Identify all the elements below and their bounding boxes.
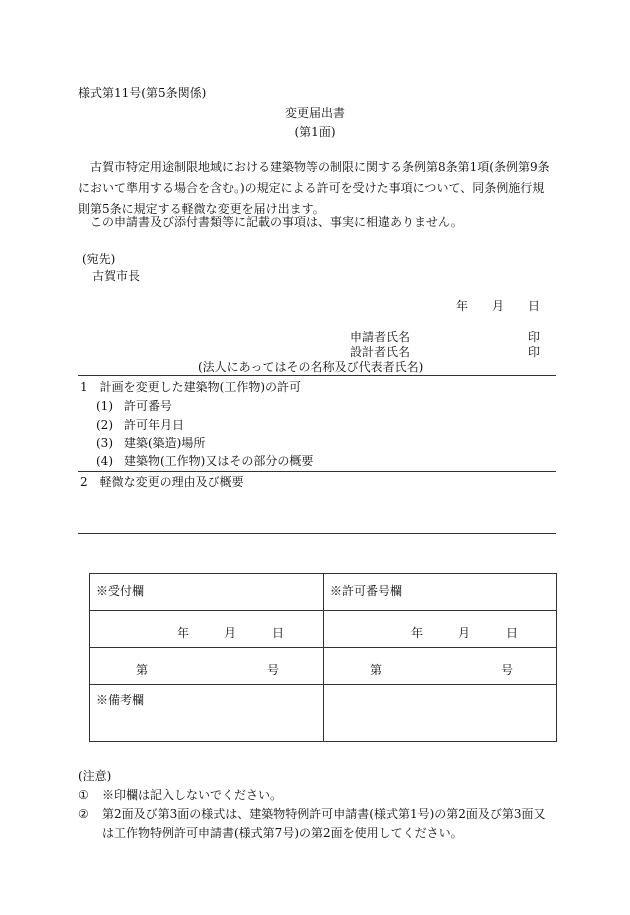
designer-name-label: 設計者氏名 (350, 345, 411, 359)
remarks-label: ※備考欄 (96, 693, 145, 707)
remarks-blank-cell (324, 685, 557, 742)
section2-title: 2 軽微な変更の理由及び概要 (80, 475, 244, 489)
permit-day: 日 (506, 626, 519, 640)
section1-item-permit-number: 許可番号 (124, 399, 173, 413)
designer-seal: 印 (528, 345, 541, 359)
form-number: 様式第11号(第5条関係) (78, 86, 207, 100)
section1-item-location: 建築(築造)場所 (124, 436, 206, 450)
receipt-date-cell (90, 611, 324, 648)
date-year: 年 (456, 299, 469, 313)
truthfulness-statement: この申請書及び添付書類等に記載の事項は、事実に相違ありません。 (90, 215, 463, 229)
note-text: ※印欄は記入しないでください。 (102, 788, 283, 802)
notes (78, 767, 556, 843)
permit-go: 号 (501, 663, 514, 677)
note-mark: ① (78, 788, 89, 802)
permit-dai: 第 (370, 663, 383, 677)
permit-year: 年 (411, 626, 424, 640)
note-mark: ② (78, 807, 89, 821)
receipt-dai: 第 (136, 663, 149, 677)
addressee: 古賀市長 (92, 269, 141, 283)
permit-month: 月 (458, 626, 471, 640)
section1-title: 1 計画を変更した建築物(工作物)の許可 (80, 380, 301, 394)
section1-item-no: (3) (96, 436, 113, 450)
permit-number-cell (324, 648, 557, 685)
date-month: 月 (492, 299, 505, 313)
receipt-month: 月 (224, 626, 237, 640)
receipt-year: 年 (177, 626, 190, 640)
section1-item-no: (1) (96, 399, 113, 413)
divider-bottom (78, 533, 556, 534)
section1-item-no: (4) (96, 454, 113, 468)
declaration-text: 古賀市特定用途制限地域における建築物等の制限に関する条例第8条第1項(条例第9条において準用する場合を含む。)の規定による許可を受けた事項について、同条例施行規則第5条に規定する軽微な変更を届け出ます。 (78, 160, 550, 216)
form-title: 変更届出書 (284, 106, 345, 120)
notes-heading: (注意) (78, 769, 112, 783)
section1-item-permit-date: 許可年月日 (124, 418, 185, 432)
divider-middle (78, 471, 556, 472)
remarks-cell (90, 685, 324, 742)
divider-top (78, 375, 556, 376)
note-item (78, 805, 556, 843)
date-day: 日 (528, 299, 541, 313)
reception-table (89, 573, 557, 742)
receipt-day: 日 (272, 626, 285, 640)
permit-number-header-cell (324, 574, 557, 611)
applicant-name-label: 申請者氏名 (350, 330, 411, 344)
permit-date-cell (324, 611, 557, 648)
receipt-number-cell (90, 648, 324, 685)
addressee-label: (宛先) (82, 252, 116, 266)
section1-item-building-overview: 建築物(工作物)又はその部分の概要 (124, 454, 314, 468)
note-text: 第2面及び第3面の様式は、建築物特例許可申請書(様式第1号)の第2面及び第3面又は工作物特例許可申請書(様式第7号)の第2面を使用してください。 (102, 807, 546, 840)
note-item (78, 786, 556, 805)
permit-number-label: ※許可番号欄 (330, 584, 403, 598)
form-page-number: (第1面) (294, 125, 336, 139)
receipt-header-cell (90, 574, 324, 611)
receipt-label: ※受付欄 (96, 584, 145, 598)
corporation-note: (法人にあってはその名称及び代表者氏名) (198, 360, 424, 374)
section1-item-no: (2) (96, 418, 113, 432)
receipt-go: 号 (267, 663, 280, 677)
applicant-seal: 印 (528, 330, 541, 344)
